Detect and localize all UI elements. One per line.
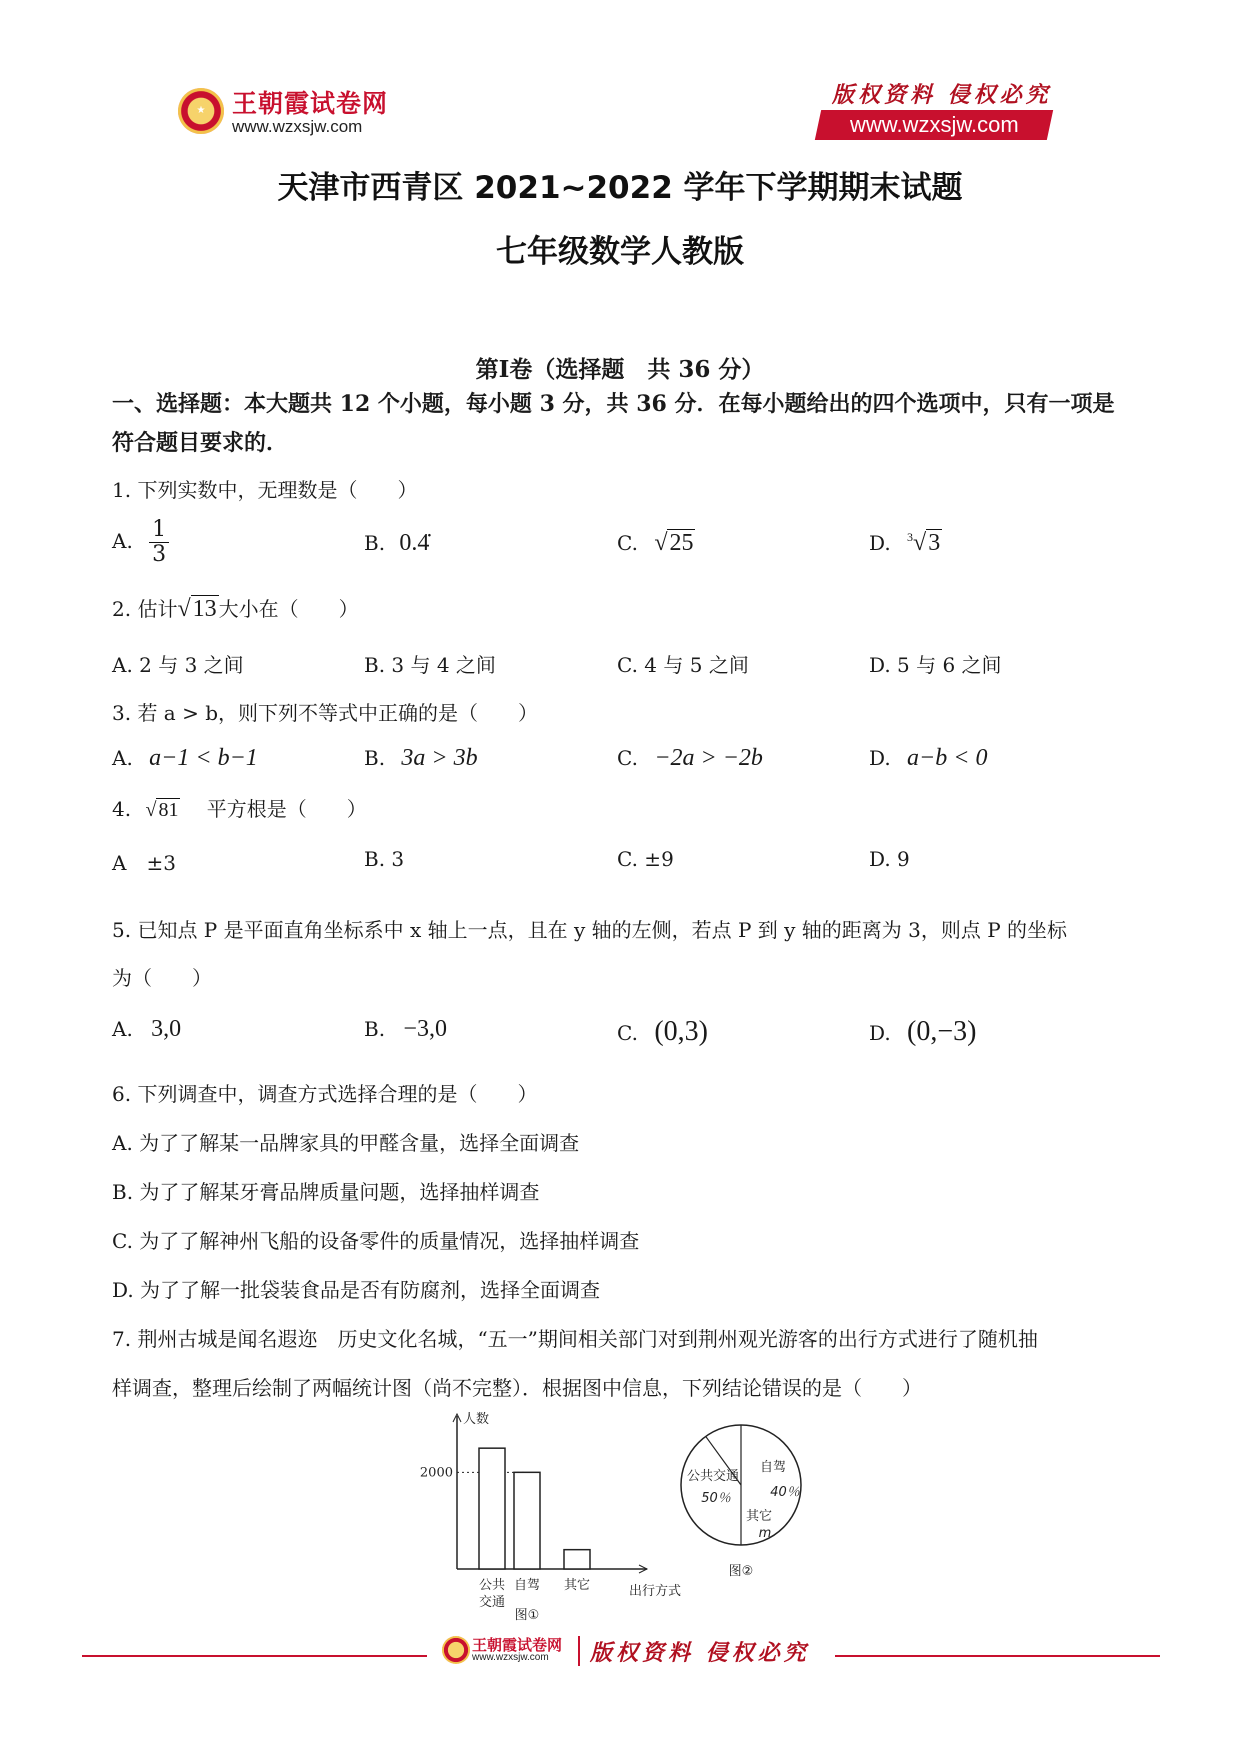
q1-c-radical: √25 — [654, 530, 694, 556]
x-axis-label: 出行方式 — [629, 1584, 682, 1599]
q1-option-d — [869, 530, 942, 557]
logo-name: 王朝霞试卷网 — [232, 89, 389, 118]
header-logo — [178, 84, 408, 144]
q4-option-a: A ±3 — [112, 851, 176, 875]
q5-option-b — [364, 1016, 447, 1043]
pie-chart — [681, 1425, 801, 1579]
q1-b-label: B. — [364, 531, 386, 555]
pie-label-3: 其它 — [745, 1509, 773, 1524]
q6-stem: 6. 下列调查中，调查方式选择合理的是（ ） — [112, 1082, 538, 1106]
q4-option-c: C. ±9 — [617, 847, 674, 871]
q5-c-label: C. — [617, 1021, 638, 1045]
q2-option-a: A. 2 与 3 之间 — [112, 653, 244, 677]
q7-stem-line1: 7. 荆州古城是闻名遐迩 历史文化名城，“五一”期间相关部门对到荆州观光游客的出行方式进行了随机抽 — [112, 1327, 1038, 1351]
q3-a-value: a−1 < b−1 — [149, 745, 258, 771]
q1-stem: 1. 下列实数中，无理数是（ ） — [112, 478, 418, 502]
pie-pct-2: 40％ — [770, 1485, 800, 1500]
bar-chart — [420, 1411, 681, 1623]
page-subtitle: 七年级数学人教版 — [496, 234, 744, 270]
q5-b-label: B. — [364, 1017, 386, 1041]
q2-radical: √13 — [177, 596, 217, 622]
pie-label-1: 公共交通 — [686, 1469, 740, 1484]
q5-a-label: A. — [112, 1017, 133, 1041]
q5-option-d — [869, 1016, 977, 1048]
bar-chart-title: 图① — [514, 1608, 540, 1623]
q5-d-label: D. — [869, 1021, 891, 1045]
q4-option-d: D. 9 — [869, 847, 910, 871]
q3-d-value: a−b < 0 — [907, 745, 988, 771]
q1-b-value: 0.4̇ — [399, 530, 430, 556]
header-url-badge — [815, 110, 1053, 140]
x-tick-label-1-2: 交通 — [478, 1595, 506, 1610]
x-tick-label-2-1: 自驾 — [513, 1578, 541, 1593]
q5-option-c — [617, 1016, 708, 1048]
q6-option-d: D. 为了了解一批袋装食品是否有防腐剂，选择全面调查 — [112, 1278, 601, 1302]
logo-seal-icon: ★ — [178, 88, 224, 134]
q4-radical: √ 81 — [145, 799, 179, 821]
q1-d-label: D. — [869, 531, 891, 555]
q4-stem — [112, 793, 367, 822]
y-tick-label: 2000 — [419, 1465, 453, 1481]
q2-option-d: D. 5 与 6 之间 — [869, 653, 1002, 677]
q3-option-a — [112, 745, 258, 772]
q7-stem-line2: 样调查，整理后绘制了两幅统计图（尚不完整）．根据图中信息，下列结论错误的是（ ） — [112, 1376, 922, 1400]
q2-stem-pre: 2. 估计 — [112, 597, 178, 621]
q1-d-index: 3 — [907, 530, 914, 544]
q3-stem: 3. 若 a > b，则下列不等式中正确的是（ ） — [112, 701, 538, 725]
footer-separator — [578, 1636, 580, 1666]
bar-1 — [479, 1448, 505, 1569]
q3-option-d — [869, 745, 987, 772]
q5-c-value: (0,3) — [654, 1016, 708, 1047]
q4-rad-value: 81 — [158, 799, 179, 821]
q3-b-value: 3a > 3b — [401, 745, 478, 771]
q1-c-value: 25 — [669, 530, 694, 556]
q2-rad-value: 13 — [192, 596, 217, 622]
q6-option-a: A. 为了了解某一品牌家具的甲醛含量，选择全面调查 — [112, 1131, 580, 1155]
q5-option-a — [112, 1016, 181, 1043]
bar-3 — [564, 1550, 590, 1569]
q2-stem-post: 大小在（ ） — [218, 597, 359, 621]
q5-stem-line2: 为（ ） — [112, 966, 212, 990]
q4-stem-post: 平方根是（ ） — [206, 797, 367, 821]
q1-c-label: C. — [617, 531, 638, 555]
q1-a-fraction — [149, 518, 169, 567]
q3-c-value: −2a > −2b — [654, 745, 763, 771]
x-tick-label-3-1: 其它 — [563, 1578, 591, 1593]
q6-option-c: C. 为了了解神州飞船的设备零件的质量情况，选择抽样调查 — [112, 1229, 640, 1253]
q5-b-value: −3,0 — [403, 1016, 447, 1042]
q1-a-num: 1 — [149, 518, 169, 543]
q5-stem-line1: 5. 已知点 P 是平面直角坐标系中 x 轴上一点，且在 y 轴的左侧，若点 P 到 y 轴的距离为 3，则点 P 的坐标 — [112, 918, 1068, 942]
footer-slogan: 版权资料 侵权必究 — [590, 1640, 810, 1666]
q2-option-c: C. 4 与 5 之间 — [617, 653, 749, 677]
q2-stem — [112, 593, 359, 623]
section-title: 第Ⅰ卷（选择题 共 36 分） — [475, 356, 765, 383]
q3-a-label: A. — [112, 746, 133, 770]
page-title: 天津市西青区 2021~2022 学年下学期期末试题 — [277, 170, 963, 206]
footer-line-right — [835, 1655, 1160, 1657]
instruction: 一、选择题：本大题共 12 个小题，每小题 3 分，共 36 分．在每小题给出的四个选项中，只有一项是符合题目要求的． — [112, 391, 1115, 456]
q1-a-label: A. — [112, 529, 133, 553]
q1-a-den: 3 — [152, 542, 167, 567]
q1-option-a — [112, 518, 169, 567]
q5-a-value: 3,0 — [151, 1016, 182, 1042]
q3-c-label: C. — [617, 746, 638, 770]
q3-option-c — [617, 745, 763, 772]
footer-logo-name: 王朝霞试卷网 — [472, 1636, 563, 1654]
q2-option-b: B. 3 与 4 之间 — [364, 653, 496, 677]
logo-url: www.wzxsjw.com — [232, 117, 363, 136]
q3-d-label: D. — [869, 746, 891, 770]
q1-d-value: 3 — [928, 530, 941, 556]
pie-chart-title: 图② — [728, 1564, 754, 1579]
q4-option-b: B. 3 — [364, 847, 405, 871]
q1-d-radical: $^3$√3 — [907, 530, 941, 556]
y-axis-label: 人数 — [463, 1412, 490, 1427]
header-slogan: 版权资料 侵权必究 — [832, 82, 1052, 108]
footer-logo-url: www.wzxsjw.com — [472, 1652, 549, 1663]
pie-pct-1: 50％ — [701, 1491, 731, 1506]
bar-2 — [514, 1472, 540, 1569]
q6-option-b: B. 为了了解某牙膏品牌质量问题，选择抽样调查 — [112, 1180, 540, 1204]
q4-num: 4. — [112, 797, 132, 821]
q5-d-value: (0,−3) — [907, 1016, 977, 1047]
pie-label-2: 自驾 — [759, 1460, 787, 1475]
header-url: www.wzxsjw.com — [849, 112, 1019, 137]
q7-charts — [400, 1405, 840, 1623]
q3-option-b — [364, 745, 478, 772]
pie-pct-3: m — [758, 1526, 772, 1541]
footer-line-left — [82, 1655, 427, 1657]
q1-option-b — [364, 530, 429, 557]
q3-b-label: B. — [364, 746, 386, 770]
x-tick-label-1-1: 公共 — [478, 1578, 506, 1593]
footer-seal-icon — [442, 1636, 470, 1664]
q1-option-c — [617, 530, 695, 557]
